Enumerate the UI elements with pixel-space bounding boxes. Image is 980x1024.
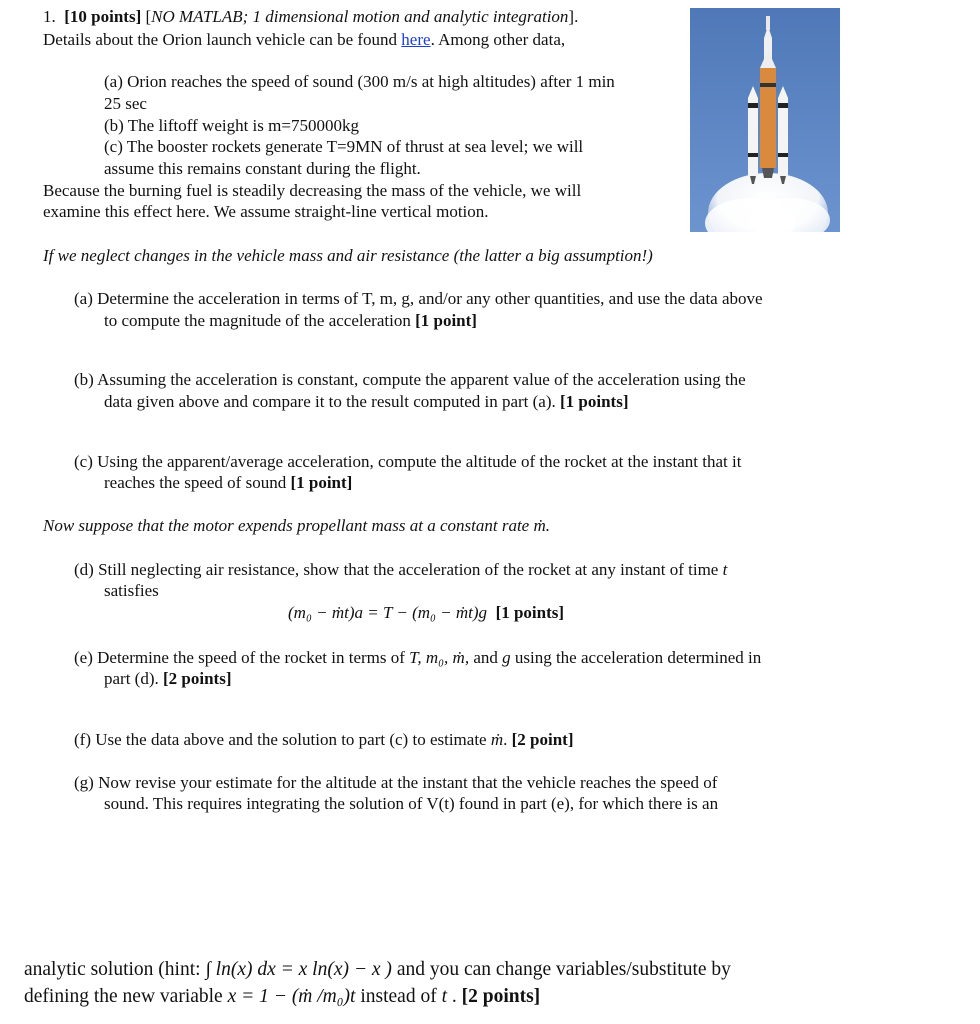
data-item-a: (a) Orion reaches the speed of sound (300 m/s at high altitudes) after 1 min xyxy=(104,72,615,91)
intro-line-2: examine this effect here. We assume straight-line vertical motion. xyxy=(43,202,489,221)
here-link[interactable]: here xyxy=(401,30,431,49)
details-line xyxy=(43,29,565,51)
question-d xyxy=(74,559,727,581)
assumption-2-mdot: ṁ xyxy=(533,516,546,535)
question-e-cont xyxy=(104,668,232,690)
problem-number: 1. xyxy=(43,7,56,26)
question-a-points: [1 point] xyxy=(415,311,477,330)
details-after: . Among other data, xyxy=(430,30,566,49)
question-d-points: [1 points] xyxy=(495,603,565,622)
question-c: (c) Using the apparent/average acceleration, compute the altitude of the rocket at the instant that it xyxy=(74,452,742,471)
intro-line-1: Because the burning fuel is steadily decreasing the mass of the vehicle, we will xyxy=(43,181,582,200)
equation-d: (m₀ − ṁt)a = T − (m₀ − ṁt)g xyxy=(288,603,488,622)
footer-line-1 xyxy=(24,956,731,983)
assumption-1: If we neglect changes in the vehicle mass and air resistance (the latter a big assumption!) xyxy=(43,246,653,265)
question-a-text: to compute the magnitude of the acceleration xyxy=(104,311,416,330)
footer-text-2: defining the new variable xyxy=(24,986,228,1007)
question-a: (a) Determine the acceleration in terms of T, m, g, and/or any other quantities, and use the data above xyxy=(74,289,763,308)
data-item-c: (c) The booster rockets generate T=9MN of thrust at sea level; we will xyxy=(104,137,584,156)
data-item-a-cont: 25 sec xyxy=(104,94,147,113)
footer-hint-equation: ∫ ln(x) dx = x ln(x) − x ) xyxy=(205,959,392,980)
question-f-dot: . xyxy=(503,730,512,749)
footer-text-1: analytic solution (hint: xyxy=(24,959,206,980)
data-item-b: (b) The liftoff weight is m=750000kg xyxy=(104,116,359,135)
question-e xyxy=(74,647,761,669)
question-c-text: reaches the speed of sound xyxy=(104,473,291,492)
assumption-2-end: . xyxy=(545,516,550,535)
footer-text-1b: and you can change variables/substitute by xyxy=(391,959,731,980)
footer-points: [2 points] xyxy=(461,986,541,1007)
question-e-and: and xyxy=(469,648,503,667)
footer-text-2c: . xyxy=(447,986,462,1007)
footer-substitution-equation: x = 1 − (ṁ /m₀)t xyxy=(227,986,356,1007)
question-f-text: (f) Use the data above and the solution to part (c) to estimate xyxy=(74,730,491,749)
details-text: Details about the Orion launch vehicle can be found xyxy=(43,30,402,49)
problem-points: [10 points] xyxy=(64,7,142,26)
question-c-points: [1 point] xyxy=(290,473,353,492)
footer-text-2b: instead of xyxy=(355,986,442,1007)
question-e-points: [2 points] xyxy=(163,669,232,688)
data-item-c-cont: assume this remains constant during the flight. xyxy=(104,159,421,178)
note-open: [ xyxy=(145,7,152,26)
footer-t: t xyxy=(441,986,447,1007)
question-b-points: [1 points] xyxy=(560,392,629,411)
question-e-text-2: part (d). xyxy=(104,669,164,688)
question-a-cont xyxy=(104,310,477,332)
question-d-t: t xyxy=(722,560,728,579)
note-close: ]. xyxy=(568,7,579,26)
question-g: (g) Now revise your estimate for the altitude at the instant that the vehicle reaches the speed of xyxy=(74,773,718,792)
footer-line-2 xyxy=(24,983,540,1010)
question-e-rest: using the acceleration determined in xyxy=(510,648,762,667)
question-c-cont xyxy=(104,472,352,494)
question-e-g: g xyxy=(502,648,511,667)
question-b-text: data given above and compare it to the result computed in part (a). xyxy=(104,392,561,411)
question-d-text: (d) Still neglecting air resistance, show that the acceleration of the rocket at any instant of time xyxy=(74,560,723,579)
question-b-cont xyxy=(104,391,629,413)
question-f-mdot: ṁ xyxy=(490,730,504,749)
assumption-2-text: Now suppose that the motor expends propellant mass at a constant rate xyxy=(43,516,534,535)
rocket-launch-image xyxy=(690,8,840,232)
question-g-cont: sound. This requires integrating the solution of V(t) found in part (e), for which there is an xyxy=(104,794,719,813)
problem-header xyxy=(43,6,578,28)
question-d-cont: satisfies xyxy=(104,581,159,600)
question-f xyxy=(74,729,574,751)
question-e-text: (e) Determine the speed of the rocket in terms of xyxy=(74,648,410,667)
question-b: (b) Assuming the acceleration is constant, compute the apparent value of the acceleration using the xyxy=(74,370,746,389)
problem-note: NO MATLAB; 1 dimensional motion and analytic integration xyxy=(151,7,569,26)
question-f-points: [2 point] xyxy=(511,730,574,749)
question-d-equation xyxy=(288,602,564,624)
question-e-vars: T, m₀, ṁ, xyxy=(409,648,470,667)
assumption-2 xyxy=(43,515,550,537)
